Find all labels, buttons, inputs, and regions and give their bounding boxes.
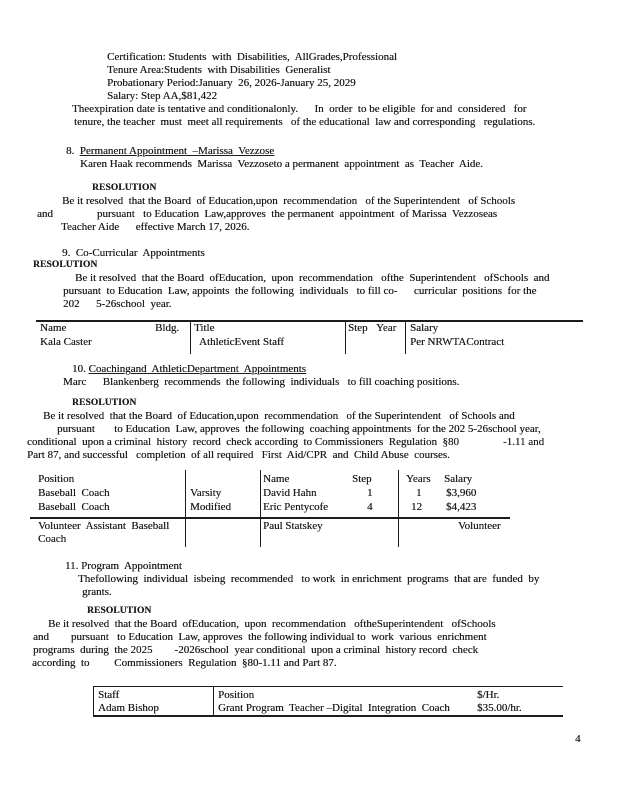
section-11-resolution-line-1: Be it resolved that the Board ofEducation, upon recommendation oftheSuperintendent ofSchools (48, 618, 496, 630)
table1-top-border (36, 320, 583, 322)
table2-row3-name: Paul Statskey (263, 520, 323, 532)
table2-header-step: Step (352, 473, 372, 485)
section-9-heading: 9. Co-Curricular Appointments (62, 247, 205, 259)
table1-header-name: Name (40, 322, 67, 334)
table1-header-salary: Salary (410, 322, 439, 334)
section-9-resolution-line-1: Be it resolved that the Board ofEducation, upon recommendation ofthe Superintendent ofSchools and (75, 272, 550, 284)
table1-row-title: AthleticEvent Staff (199, 336, 285, 348)
table2-row1-step: 1 (367, 487, 373, 499)
table2-row1-level: Varsity (190, 487, 222, 499)
section-8-resolution-label: RESOLUTION (92, 183, 157, 193)
section-11-heading: 11. Program Appointment (65, 560, 182, 572)
section-8-resolution-line-1: Be it resolved that the Board of Education,upon recommendation of the Superintendent of Schools (62, 195, 516, 207)
section-11-resolution-line-3: programs during the 2025 -2026school year conditional upon a criminal history record check (33, 644, 479, 656)
section-8-heading (66, 145, 274, 158)
table2-row1-years: 1 (416, 487, 422, 499)
table2-row2-name: Eric Pentycofe (263, 501, 329, 513)
table2-row2-step: 4 (367, 501, 373, 513)
table2-header-position: Position (38, 473, 75, 485)
section-8-resolution-line-3: Teacher Aide effective March 17, 2026. (61, 221, 250, 233)
salary-line: Salary: Step AA,$81,422 (107, 90, 217, 102)
table3-left-border (93, 686, 94, 716)
table1-row-salary: Per NRWTAContract (410, 336, 505, 348)
table2-row-separator (30, 517, 510, 519)
table2-divider-1 (185, 470, 186, 547)
table3-header-rate: $/Hr. (477, 689, 500, 701)
section-9-resolution-label: RESOLUTION (33, 260, 98, 270)
expiration-note-line-1: Theexpiration date is tentative and conditionalonly. In order to be eligible for and considered for (72, 103, 527, 115)
table1-divider-2 (345, 320, 346, 354)
section-10-heading (72, 363, 306, 376)
section-10-intro: Marc Blankenberg recommends the following individuals to fill coaching positions. (63, 376, 460, 388)
section-11-resolution-line-2: and pursuant to Education Law, approves the following individual to work various enrichment (33, 631, 487, 643)
section-10-resolution-line-2: pursuant to Education Law, approves the following coaching appointments for the 202 5-26school year, (57, 423, 541, 435)
certification-line: Certification: Students with Disabilities, AllGrades,Professional (107, 51, 397, 63)
section-8-title: Permanent Appointment –Marissa Vezzose (79, 145, 275, 157)
table2-row2-salary: $4,423 (446, 501, 477, 513)
table2-header-years: Years (406, 473, 431, 485)
table3-row-position: Grant Program Teacher –Digital Integration Coach (218, 702, 450, 714)
table3-row-rate: $35.00/hr. (477, 702, 522, 714)
table2-row3-position-line2: Coach (38, 533, 67, 545)
table1-header-year: Year (376, 322, 397, 334)
section-8-resolution-line-2: and pursuant to Education Law,approves the permanent appointment of Marissa Vezzoseas (37, 208, 498, 220)
table2-divider-3 (398, 470, 399, 547)
section-8-intro: Karen Haak recommends Marissa Vezzoseto a permanent appointment as Teacher Aide. (80, 158, 483, 170)
table2-row1-position: Baseball Coach (38, 487, 110, 499)
table1-header-bldg: Bldg. (155, 322, 180, 334)
table1-divider-3 (405, 320, 406, 354)
table1-divider-1 (190, 320, 191, 354)
section-10-resolution-line-3: conditional upon a criminal history record check according to Commissioners Regulation §80 -1.11 and (27, 436, 545, 448)
table1-header-title: Title (194, 322, 215, 334)
probationary-period-line: Probationary Period:January 26, 2026-January 25, 2029 (107, 77, 356, 89)
table2-header-name: Name (263, 473, 290, 485)
expiration-note-line-2: tenure, the teacher must meet all requirements of the educational law and corresponding regulations. (74, 116, 536, 128)
table3-divider-1 (213, 686, 214, 716)
section-8-number: 8. (66, 145, 80, 157)
section-11-intro-line-1: Thefollowing individual isbeing recommended to work in enrichment programs that are funded by (78, 573, 540, 585)
table2-row1-salary: $3,960 (446, 487, 477, 499)
table2-row2-level: Modified (190, 501, 231, 513)
table2-header-salary: Salary (444, 473, 473, 485)
section-9-resolution-line-2: pursuant to Education Law, appoints the following individuals to fill co- curricular positions for the (63, 285, 537, 297)
table2-row1-name: David Hahn (263, 487, 317, 499)
page-number: 4 (575, 733, 581, 745)
table3-header-position: Position (218, 689, 255, 701)
section-9-resolution-line-3: 202 5-26school year. (63, 298, 172, 310)
section-11-resolution-line-4: according to Commissioners Regulation §80-1.11 and Part 87. (32, 657, 337, 669)
section-11-resolution-label: RESOLUTION (87, 606, 152, 616)
table2-divider-2 (260, 470, 261, 547)
section-11-intro-line-2: grants. (82, 586, 112, 598)
table1-row-name: Kala Caster (40, 336, 92, 348)
table2-row3-salary: Volunteer (458, 520, 501, 532)
section-10-resolution-line-4: Part 87, and successful completion of all required First Aid/CPR and Child Abuse courses. (27, 449, 450, 461)
table2-row2-position: Baseball Coach (38, 501, 110, 513)
table1-header-step: Step (348, 322, 368, 334)
tenure-area-line: Tenure Area:Students with Disabilities Generalist (107, 64, 331, 76)
section-10-number: 10. (72, 363, 89, 375)
section-10-resolution-line-1: Be it resolved that the Board of Education,upon recommendation of the Superintendent of Schools and (43, 410, 515, 422)
table2-row3-position-line1: Volunteer Assistant Baseball (38, 520, 170, 532)
section-10-resolution-label: RESOLUTION (72, 398, 137, 408)
table3-top-border (93, 686, 563, 687)
section-10-title: Coachingand AthleticDepartment Appointments (88, 363, 307, 375)
table3-header-staff: Staff (98, 689, 120, 701)
table3-bottom-border (93, 715, 563, 717)
table2-row2-years: 12 (411, 501, 422, 513)
table3-row-staff: Adam Bishop (98, 702, 159, 714)
